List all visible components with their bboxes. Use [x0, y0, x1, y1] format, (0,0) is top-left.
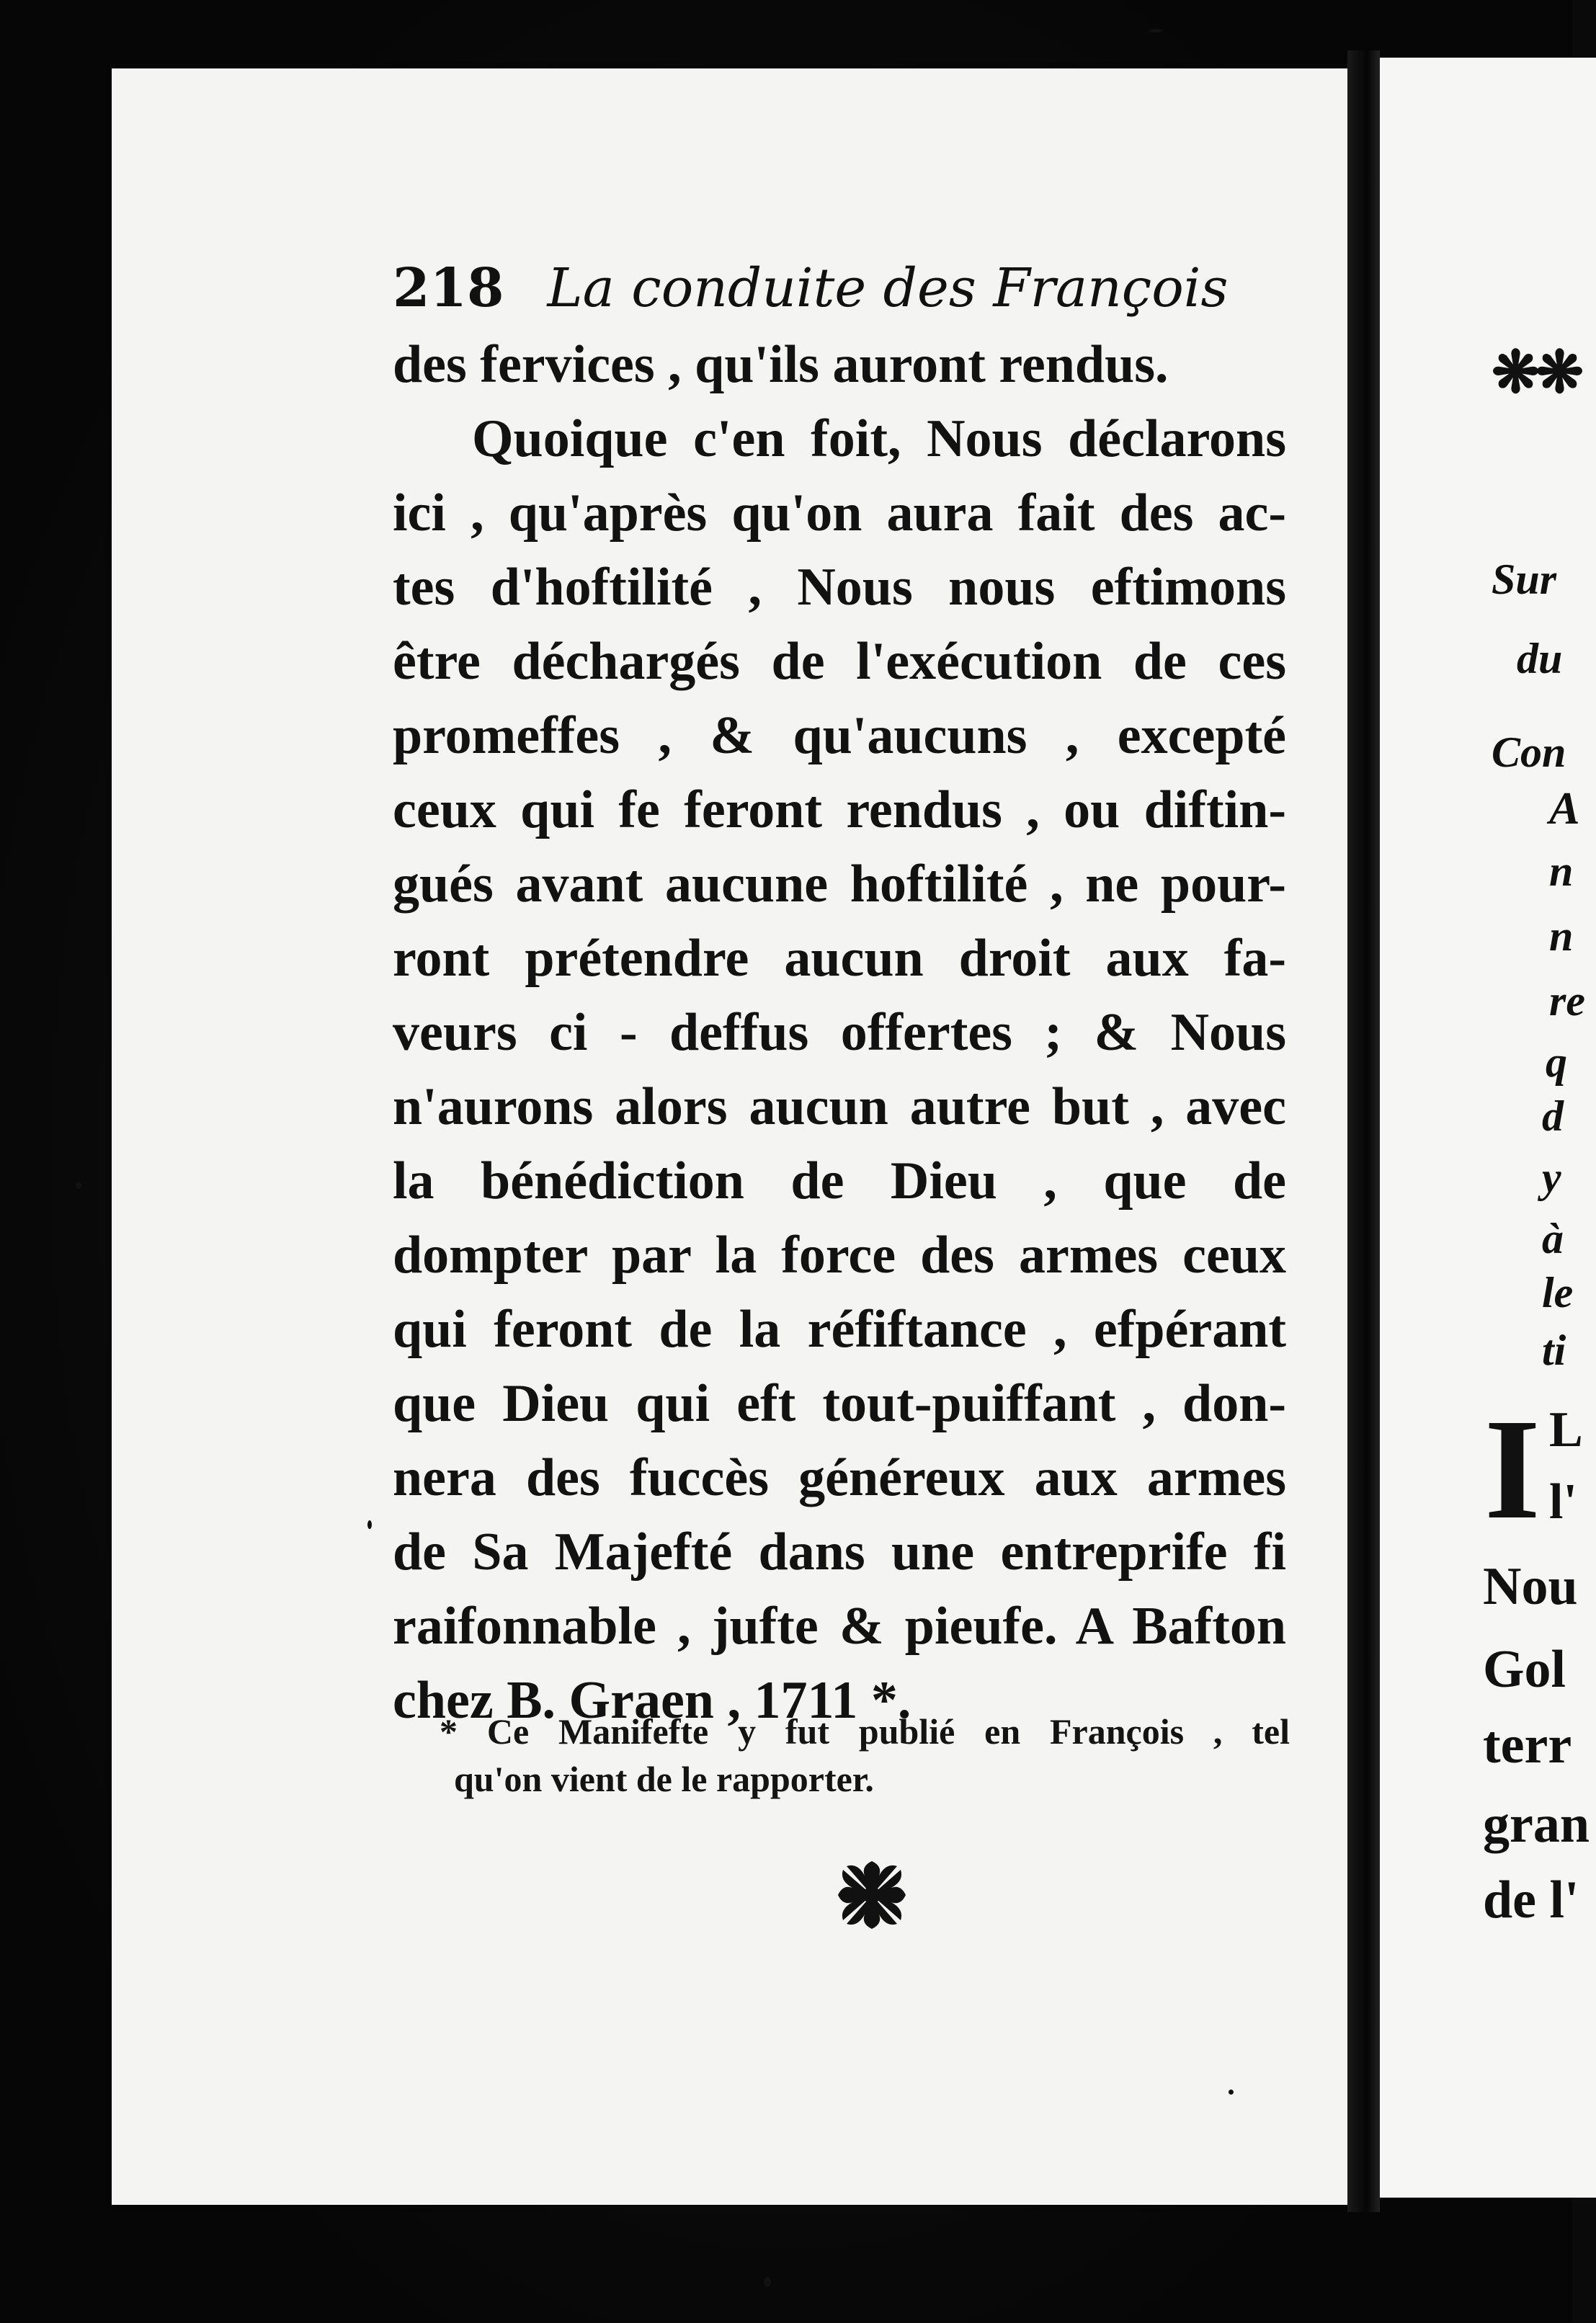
- text-line: tes d'hoftilité , Nous nous eftimons: [393, 558, 1286, 617]
- right-margin-letter: y: [1542, 1154, 1561, 1201]
- text-line: ront prétendre aucun droit aux fa-: [393, 929, 1286, 988]
- text-line: dompter par la force des armes ceux: [393, 1226, 1286, 1285]
- scan-speck: [764, 2277, 771, 2287]
- text-line: ici , qu'après qu'on aura fait des ac-: [393, 483, 1286, 543]
- right-header-ornament: ❋❋: [1492, 342, 1580, 405]
- right-title-line: du: [1517, 635, 1563, 682]
- right-body-line: terr: [1483, 1716, 1572, 1775]
- drop-cap-tail: l': [1549, 1474, 1577, 1530]
- footnote-line: qu'on vient de le rapporter.: [454, 1759, 874, 1799]
- right-margin-letter: n: [1549, 912, 1574, 960]
- text-line: n'aurons alors aucun autre but , avec: [393, 1077, 1286, 1136]
- footnote: [440, 1708, 1290, 1803]
- text-line: Quoique c'en foit, Nous déclarons: [472, 409, 1286, 468]
- right-title-line: Sur: [1492, 556, 1557, 603]
- right-margin-letter: à: [1542, 1215, 1564, 1262]
- text-line: de Sa Majefté dans une entreprife fi: [393, 1522, 1286, 1582]
- footnote-line: * Ce Manifefte y fut publié en François , tel: [440, 1711, 1290, 1752]
- right-body-line: Nou: [1483, 1557, 1578, 1616]
- text-line: des fervices , qu'ils auront rendus.: [393, 335, 1169, 394]
- text-line: chez B. Graen , 1711 *.: [393, 1671, 911, 1730]
- right-body-line: Gol: [1483, 1640, 1566, 1699]
- text-line: gués avant aucune hoftilité , ne pour-: [393, 855, 1286, 914]
- right-margin-letter: le: [1542, 1269, 1574, 1316]
- right-margin-letter: q: [1546, 1038, 1567, 1086]
- right-margin-letter: ti: [1542, 1327, 1566, 1374]
- page-number: 218: [393, 257, 504, 319]
- running-head: [393, 249, 1257, 328]
- running-title: La conduite des François: [547, 257, 1229, 319]
- right-margin-letter: re: [1549, 977, 1585, 1025]
- scan-speck: [1149, 29, 1162, 32]
- text-line: être déchargés de l'exécution de ces: [393, 632, 1286, 691]
- text-line: nera des fuccès généreux aux armes: [393, 1448, 1286, 1507]
- fleuron-ornament: [832, 1855, 911, 1935]
- scan-speck: [76, 1182, 81, 1189]
- drop-cap: I: [1484, 1390, 1541, 1549]
- right-body-line: de l': [1483, 1871, 1579, 1930]
- right-title-line: Con: [1492, 728, 1566, 776]
- text-line: veurs ci - deffus offertes ; & Nous: [393, 1003, 1286, 1062]
- right-margin-letter: A: [1549, 782, 1580, 834]
- drop-cap-tail: L: [1549, 1402, 1583, 1458]
- text-line: la bénédiction de Dieu , que de: [393, 1151, 1286, 1210]
- text-line: ceux qui fe feront rendus , ou diftin-: [393, 780, 1286, 839]
- text-line: raifonnable , jufte & pieufe. A Bafton: [393, 1597, 1286, 1656]
- scan-speck: [1229, 2090, 1234, 2095]
- text-line: que Dieu qui eft tout-puiffant , don-: [393, 1374, 1286, 1433]
- right-body-line: gran: [1483, 1795, 1590, 1854]
- text-line: promeffes , & qu'aucuns , excepté: [393, 706, 1286, 765]
- right-margin-letter: n: [1549, 847, 1574, 895]
- body-text: [393, 328, 1286, 1738]
- right-margin-letter: d: [1542, 1092, 1564, 1140]
- scan-speck: [367, 1520, 372, 1529]
- book-gutter: [1347, 50, 1380, 2212]
- text-line: qui feront de la réfiftance , efpérant: [393, 1300, 1286, 1359]
